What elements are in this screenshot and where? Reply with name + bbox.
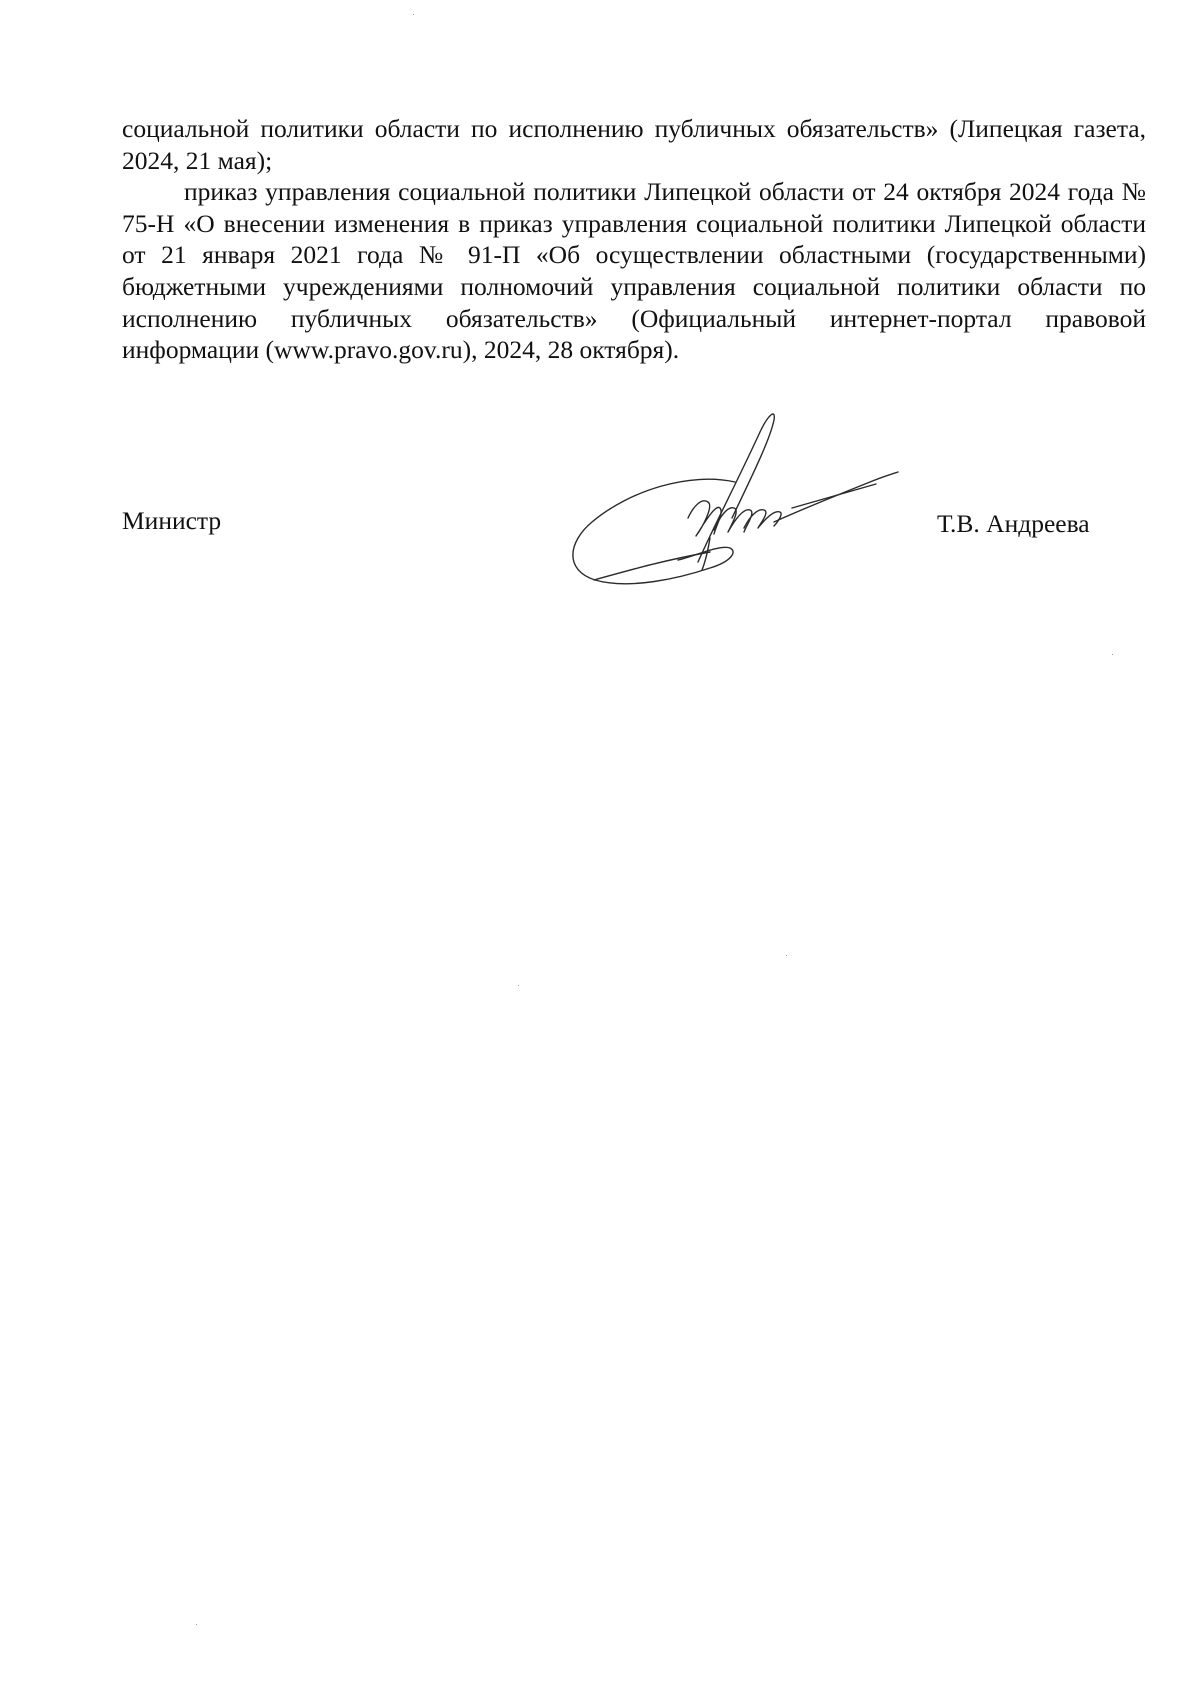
scan-speck: [786, 955, 787, 956]
signer-position: Министр: [122, 506, 222, 535]
scan-speck: [196, 1624, 197, 1625]
paragraph-order-reference: приказ управления социальной политики Липецкой области от 24 октября 2024 года № 75-Н «О внесении изменения в приказ управления социальной политики Липецкой области от 21 января 2021 года № 91-П «Об осуществлении областными (государственными) бюджетными учреждениями полномочий управления социальной политики области по исполнению публичных обязательств» (Официальный интернет-портал правовой информации (www.pravo.gov.ru), 2024, 28 октября).: [122, 177, 1146, 365]
handwritten-signature: [570, 410, 900, 600]
signature-block: [0, 0, 1200, 700]
scan-speck: [413, 14, 414, 15]
paragraph-continuation: социальной политики области по исполнению публичных обязательств» (Липецкая газета, 2024, 21 мая);: [122, 114, 1146, 175]
signer-name: Т.В. Андреева: [937, 509, 1090, 538]
scan-speck: [1112, 654, 1113, 655]
scan-speck: [518, 985, 519, 986]
